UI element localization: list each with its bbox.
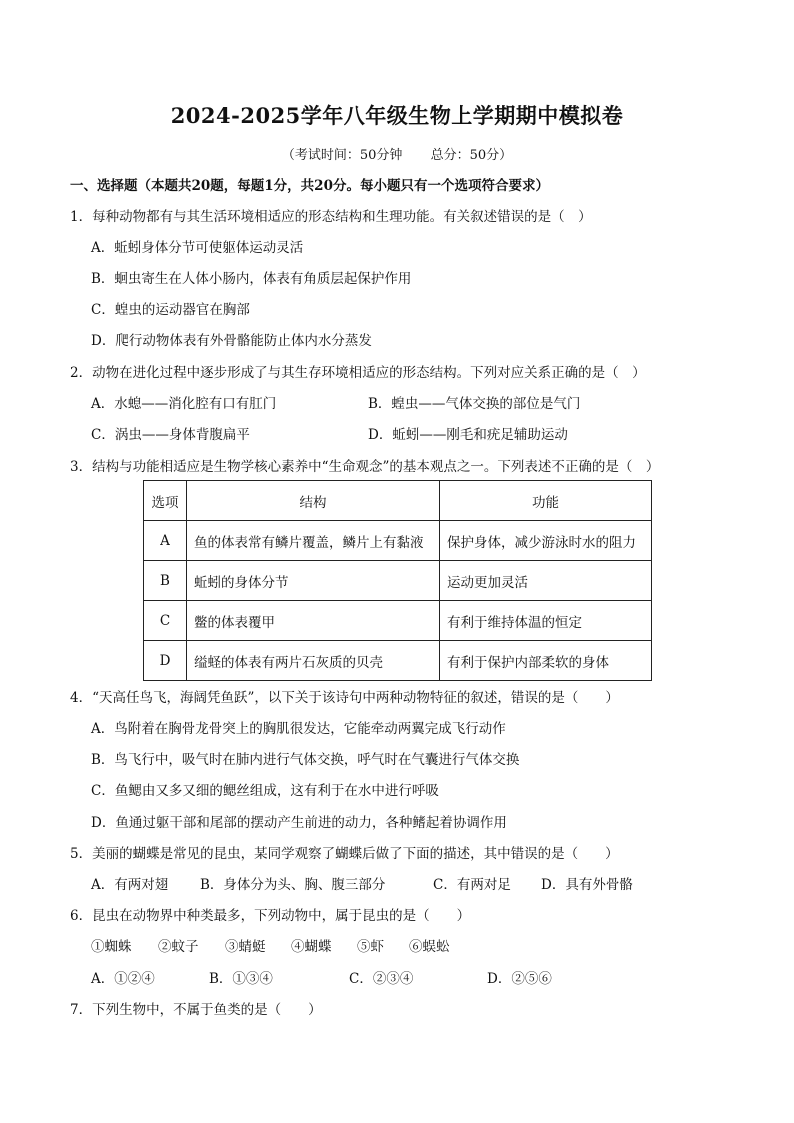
table-cell: A	[144, 521, 187, 561]
question-2-option-a: A．水螅——消化腔有口有肛门	[91, 396, 277, 412]
question-7-stem: 7．下列生物中，不属于鱼类的是（ ）	[70, 1002, 322, 1018]
table-cell: 蚯蚓的身体分节	[187, 561, 440, 601]
question-6-stem: 6．昆虫在动物界中种类最多，下列动物中，属于昆虫的是（ ）	[70, 908, 471, 924]
question-1-option-a: A．蚯蚓身体分节可使躯体运动灵活	[91, 240, 304, 256]
table-header-row	[144, 481, 652, 521]
question-4-option-b: B．鸟飞行中，吸气时在肺内进行气体交换，呼气时在气囊进行气体交换	[91, 752, 520, 768]
question-1-option-c: C．蝗虫的运动器官在胸部	[91, 302, 250, 318]
exam-score: 总分：50分）	[430, 148, 513, 163]
question-6-option-d: D．②⑤⑥	[487, 971, 552, 987]
table-cell: 鳖的体表覆甲	[187, 601, 440, 641]
table-row	[144, 561, 652, 601]
question-6-item: ①蜘蛛	[91, 939, 132, 955]
question-3-stem: 3．结构与功能相适应是生物学核心素养中“生命观念”的基本观点之一。下列表述不正确的是（ ）	[70, 459, 660, 475]
table-cell: B	[144, 561, 187, 601]
question-6-option-c: C．②③④	[349, 971, 414, 987]
exam-info	[0, 144, 794, 163]
question-2-option-d: D．蚯蚓——刚毛和疣足辅助运动	[368, 427, 568, 443]
question-5-stem: 5．美丽的蝴蝶是常见的昆虫，某同学观察了蝴蝶后做了下面的描述，其中错误的是（ ）	[70, 846, 619, 862]
question-5-option-d: D．具有外骨骼	[541, 877, 633, 893]
table-cell: 有利于保护内部柔软的身体	[440, 641, 652, 681]
table-header-cell: 结构	[187, 481, 440, 521]
question-1-option-d: D．爬行动物体表有外骨骼能防止体内水分蒸发	[91, 333, 372, 349]
question-4-option-a: A．鸟附着在胸骨龙骨突上的胸肌很发达，它能牵动两翼完成飞行动作	[91, 721, 506, 737]
question-4-option-c: C．鱼鳃由又多又细的鳃丝组成，这有利于在水中进行呼吸	[91, 783, 439, 799]
question-3-table	[143, 480, 652, 681]
question-2-stem: 2．动物在进化过程中逐步形成了与其生存环境相适应的形态结构。下列对应关系正确的是（ ）	[70, 365, 646, 381]
table-cell: 有利于维持体温的恒定	[440, 601, 652, 641]
question-4-option-d: D．鱼通过躯干部和尾部的摆动产生前进的动力，各种鳍起着协调作用	[91, 815, 507, 831]
exam-time: （考试时间：50分钟	[281, 148, 403, 163]
exam-title: 2024-2025学年八年级生物上学期期中模拟卷	[170, 103, 624, 128]
table-header-cell: 选项	[144, 481, 187, 521]
table-cell: 运动更加灵活	[440, 561, 652, 601]
question-2-option-c: C．涡虫——身体背腹扁平	[91, 427, 250, 443]
question-2-option-b: B．蝗虫——气体交换的部位是气门	[368, 396, 581, 412]
table-cell: D	[144, 641, 187, 681]
question-6-item: ④蝴蝶	[291, 939, 332, 955]
question-5-option-c: C．有两对足	[433, 877, 511, 893]
table-cell: 缢蛏的体表有两片石灰质的贝壳	[187, 641, 440, 681]
question-6-item: ⑤虾	[357, 939, 384, 955]
question-6-item: ⑥蜈蚣	[409, 939, 450, 955]
table-cell: 鱼的体表常有鳞片覆盖，鳞片上有黏液	[187, 521, 440, 561]
question-6-item: ②蚊子	[158, 939, 199, 955]
table-header-cell: 功能	[440, 481, 652, 521]
question-6-option-a: A．①②④	[91, 971, 155, 987]
question-5-option-b: B．身体分为头、胸、腹三部分	[200, 877, 386, 893]
question-1-option-b: B．蛔虫寄生在人体小肠内，体表有角质层起保护作用	[91, 271, 412, 287]
question-4-stem: 4．“天高任鸟飞，海阔凭鱼跃”，以下关于该诗句中两种动物特征的叙述，错误的是（ ）	[70, 690, 619, 706]
question-6-item: ③蜻蜓	[225, 939, 266, 955]
table-row	[144, 521, 652, 561]
question-6-option-b: B．①③④	[209, 971, 273, 987]
table-row	[144, 601, 652, 641]
table-row	[144, 641, 652, 681]
table-cell: C	[144, 601, 187, 641]
section-heading: 一、选择题（本题共20题，每题1分，共20分。每小题只有一个选项符合要求）	[70, 178, 549, 194]
table-cell: 保护身体，减少游泳时水的阻力	[440, 521, 652, 561]
question-1-stem: 1．每种动物都有与其生活环境相适应的形态结构和生理功能。有关叙述错误的是（ ）	[70, 209, 592, 225]
question-5-option-a: A．有两对翅	[91, 877, 169, 893]
